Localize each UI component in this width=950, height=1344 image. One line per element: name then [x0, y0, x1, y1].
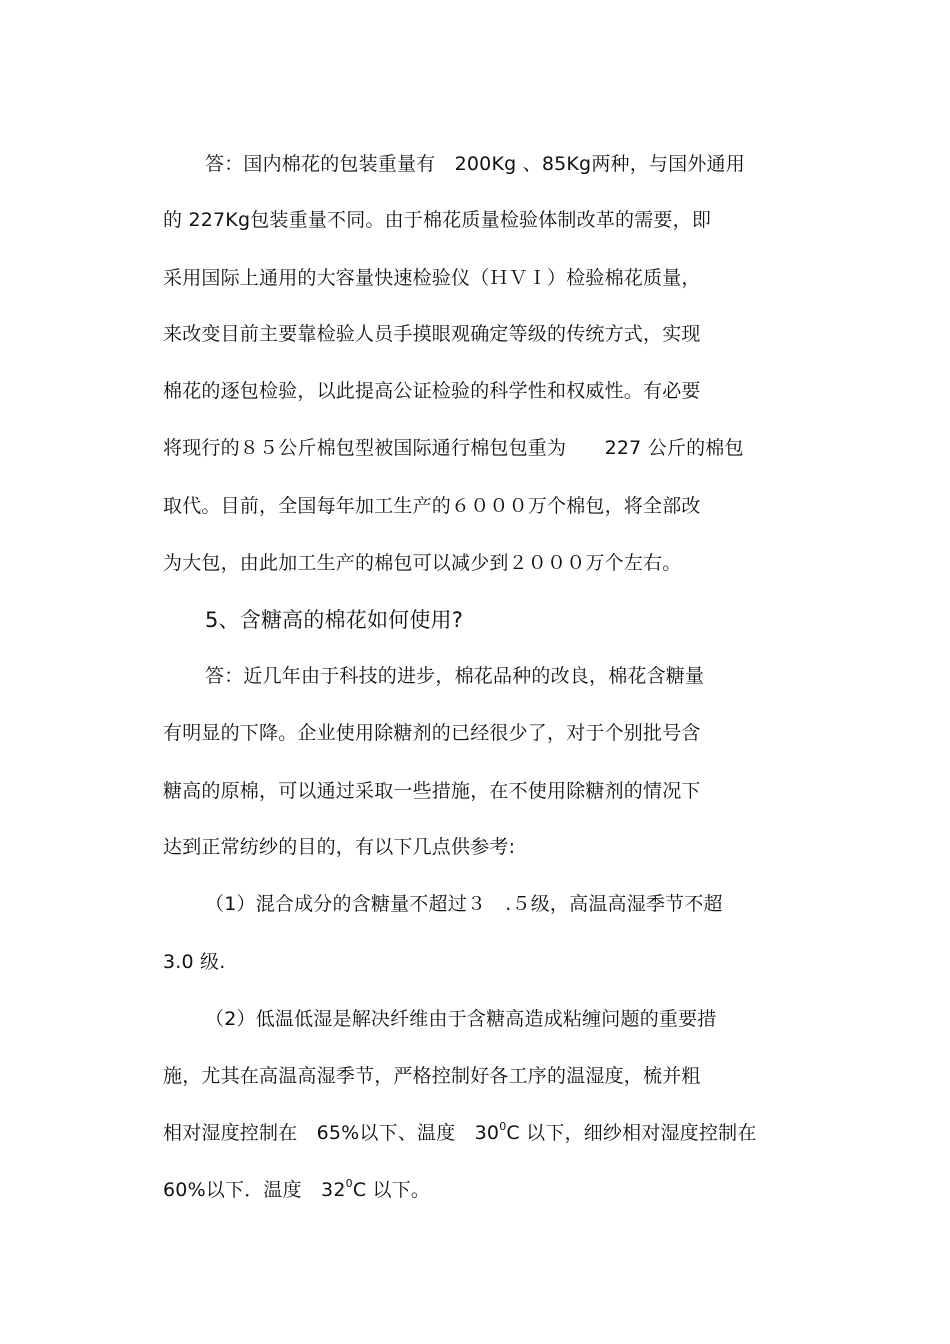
item2-line-3-part-b: C 以下，细纱相对湿度控制在 — [506, 1122, 757, 1144]
answer1-line-6: 将现行的８５公斤棉包型被国际通行棉包包重为 227 公斤的棉包 — [163, 437, 744, 459]
question-5-heading: 5、含糖高的棉花如何使用? — [205, 608, 464, 632]
answer1-line-8: 为大包，由此加工生产的棉包可以减少到２０００万个左右。 — [163, 552, 682, 574]
item2-line-3 — [163, 1121, 757, 1145]
answer1-line-3: 采用国际上通用的大容量快速检验仪（ＨＶＩ）检验棉花质量， — [163, 267, 701, 289]
answer1-line-4: 来改变目前主要靠检验人员手摸眼观确定等级的传统方式，实现 — [163, 323, 701, 345]
item2-line-4 — [163, 1178, 430, 1202]
answer5-line-4: 达到正常纺纱的目的，有以下几点供参考: — [163, 836, 516, 858]
degree-superscript: 0 — [499, 1120, 507, 1133]
answer5-line-2: 有明显的下降。企业使用除糖剂的已经很少了，对于个别批号含 — [163, 722, 701, 744]
item2-line-1: （2）低温低湿是解决纤维由于含糖高造成粘缠问题的重要措 — [205, 1008, 717, 1030]
answer1-line-7: 取代。目前，全国每年加工生产的６０００万个棉包，将全部改 — [163, 495, 701, 517]
degree-superscript: 0 — [345, 1177, 353, 1190]
item2-line-2: 施，尤其在高温高湿季节，严格控制好各工序的温湿度，梳并粗 — [163, 1065, 701, 1087]
answer5-line-3: 糖高的原棉，可以通过采取一些措施，在不使用除糖剂的情况下 — [163, 780, 701, 802]
answer1-line-5: 棉花的逐包检验，以此提高公证检验的科学性和权威性。有必要 — [163, 380, 701, 402]
item2-line-3-part-a: 相对湿度控制在 65%以下、温度 30 — [163, 1122, 500, 1144]
item1-line-2: 3.0 级. — [163, 951, 226, 973]
item1-line-1: （1）混合成分的含糖量不超过３ .５级，高温高湿季节不超 — [205, 893, 723, 915]
item2-line-4-part-a: 60%以下．温度 32 — [163, 1179, 346, 1201]
answer1-line-1: 答：国内棉花的包装重量有 200Kg 、85Kg两种，与国外通用 — [205, 153, 745, 175]
item2-line-4-part-b: C 以下。 — [352, 1179, 431, 1201]
answer1-line-2: 的 227Kg包装重量不同。由于棉花质量检验体制改革的需要，即 — [163, 209, 712, 231]
answer5-line-1: 答：近几年由于科技的进步，棉花品种的改良，棉花含糖量 — [205, 665, 705, 687]
